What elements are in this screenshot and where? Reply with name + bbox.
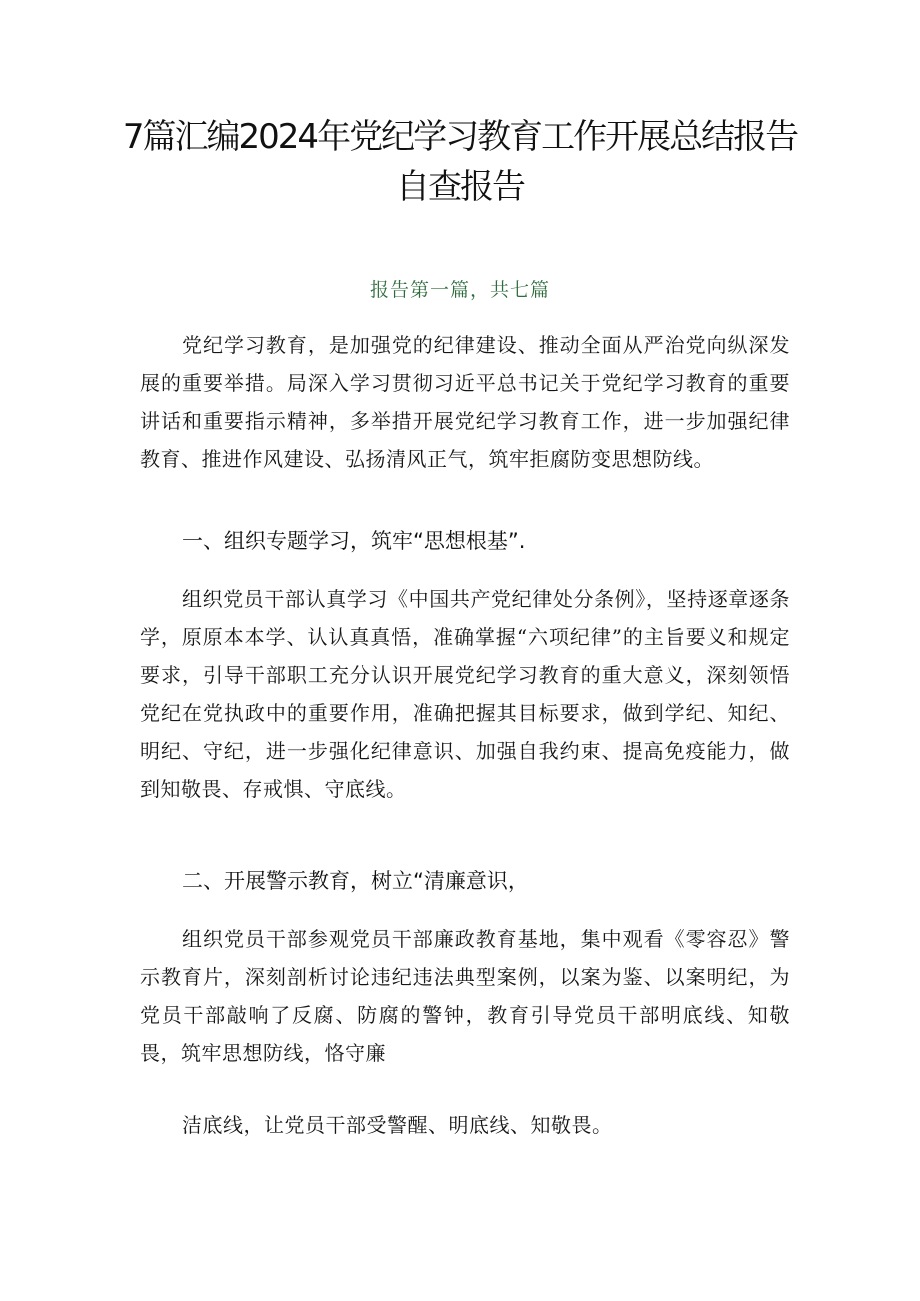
document-subtitle: 报告第一篇，共七篇 [369,279,550,301]
intro-paragraph: 党纪学习教育，是加强党的纪律建设、推动全面从严治党向纵深发展的重要举措。局深入学习贯彻习近平总书记关于党纪学习教育的重要讲话和重要指示精神，多举措开展党纪学习教育工作，进一步加强纪律教育、推进作风建设、弘扬清风正气，筑牢拒腐防变思想防线。 [140,333,790,471]
section-1-heading: 一、组织专题学习，筑牢“思想根基”. [182,529,526,553]
section-2-body-continued: 洁底线，让党员干部受警醒、明底线、知敬畏。 [182,1113,613,1137]
document-title: 7篇汇编2024年党纪学习教育工作开展总结报告自查报告 [122,117,798,207]
section-2-heading: 二、开展警示教育，树立“清廉意识， [182,869,529,893]
section-2-body: 组织党员干部参观党员干部廉政教育基地，集中观看《零容忍》警示教育片，深刻剖析讨论违纪违法典型案例，以案为鉴、以案明纪，为党员干部敲响了反腐、防腐的警钟，教育引导党员干部明底线、知敬畏，筑牢思想防线，恪守廉 [140,927,790,1065]
section-1-body: 组织党员干部认真学习《中国共产党纪律处分条例》，坚持逐章逐条学，原原本本学、认认真真悟，准确掌握“六项纪律”的主旨要义和规定要求，引导干部职工充分认识开展党纪学习教育的重大意义，深刻领悟党纪在党执政中的重要作用，准确把握其目标要求，做到学纪、知纪、明纪、守纪，进一步强化纪律意识、加强自我约束、提高免疫能力，做到知敬畏、存戒惧、守底线。 [140,587,790,801]
